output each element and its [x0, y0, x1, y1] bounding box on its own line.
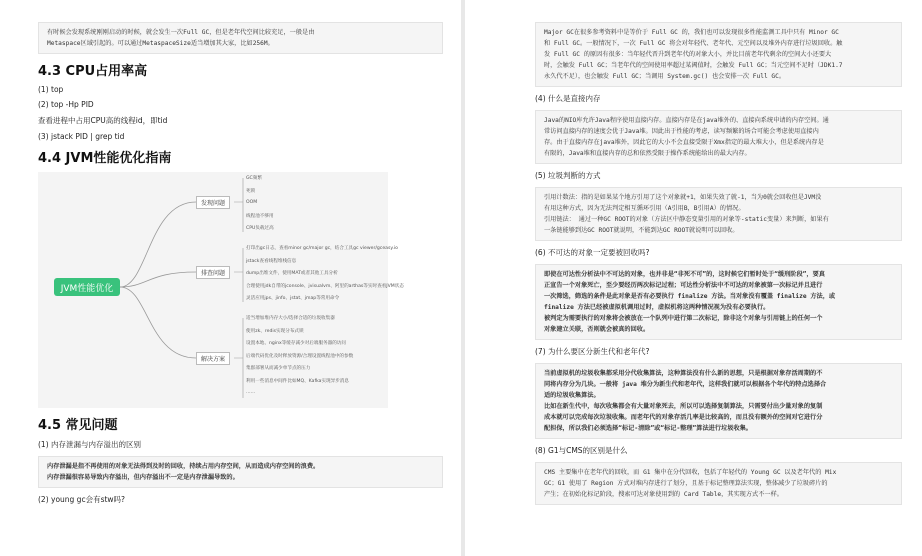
text-line: 正宣告一个对象死亡，至少要经历两次标记过程；可达性分析法中不可达的对象被第一次标记并且进行 [544, 282, 823, 289]
mindmap-leaf: 设置本地、nginx等缓存减少对后端服务器的访问 [246, 341, 347, 346]
q4-heading: (4) 什么是直接内存 [535, 94, 601, 103]
q4-answer [535, 110, 902, 164]
sec45-q2: (2) young gc会有stw吗? [38, 495, 126, 504]
text-line: 同将内存分为几块。一般将 java 堆分为新生代和老年代，这样我们就可以根据各个年代的特点选择合 [544, 381, 827, 388]
text-line: CMS 主要集中在老年代的回收，而 G1 集中在分代回收，包括了年轻代的 Young GC 以及老年代的 Mix [544, 469, 837, 476]
q8-heading: (8) G1与CMS的区别是什么 [535, 446, 628, 455]
mindmap-leaf: jstack查看线程堆栈信息 [246, 258, 297, 264]
mindmap-leaf: 集群部署从而减少单节点的压力 [246, 366, 311, 371]
fullgc-code-block [535, 22, 902, 87]
branch-discover: 发现问题 [196, 196, 230, 209]
text-line: 比如在新生代中，每次收集都会有大量对象死去，所以可以选择复制算法，只需要付出少量对象的复制 [544, 403, 823, 410]
mindmap-leaf: dump出堆文件，使用MAT或者其他工具分析 [246, 271, 338, 276]
mindmap-leaf: 使用zk、redis实现分布式锁 [246, 328, 304, 334]
text-line: 有用这种方式，因为无法判定相互循环引用（A引用B，B引用A）的情况。 [544, 205, 745, 212]
text-line: 被判定为需要执行的对象将会被放在一个队列中进行第二次标记，除非这个对象与引用链上的任何一个 [544, 315, 823, 322]
text-line: 成本就可以完成每次垃圾收集。而老年代的对象存活几率是比较高的，而且没有额外的空间对它进行分 [544, 414, 823, 421]
text-line: 存。由于直接内存在java堆外，因此它的大小不会直接受限于Xmx指定的最大堆大小，但是系统内存是 [544, 139, 824, 146]
mindmap-leaf: 利用一些消息中间件比如MQ、Kafka实现异步消息 [246, 378, 350, 384]
mindmap-leaf: GC频繁 [246, 176, 262, 181]
right-page [465, 0, 922, 556]
text-line: 永久代不足），也会触发 Full GC；当调用 System.gc() 也会安排一次 Full GC。 [544, 73, 786, 80]
sec45-a1-block [38, 456, 443, 488]
mindmap-leaf: 后端代码优化及时释放资源/合理设置线程池中的参数 [246, 353, 354, 359]
mindmap-leaf: 打印出gc日志，查看minor gc/major gc，结合工具gc viewer/gceasy.io [246, 246, 398, 251]
text-line: 内存泄漏很容易导致内存溢出，但内存溢出不一定是内存泄漏导致的。 [47, 474, 239, 481]
text-line: 一条链能够到达GC ROOT就说明，不能到达GC ROOT就说明可以回收。 [544, 227, 739, 234]
sec43-item-2: (2) top -Hp PID [38, 100, 94, 109]
text-line: 和 Full GC。一般情况下，一次 Full GC 将会对年轻代、老年代、元空间以及堆外内存进行垃圾回收。触 [544, 40, 843, 47]
text-line: Major GC在很多参考资料中是等价于 Full GC 的，我们也可以发现很多性能监测工具中只有 Minor GC [544, 29, 839, 36]
branch-solution: 解决方案 [196, 352, 230, 365]
text-line: 有限的，Java堆和直接内存的总和依然受限于操作系统能给出的最大内存。 [544, 150, 751, 157]
jvm-mindmap [38, 172, 404, 408]
text-line: 引用链法： 通过一种GC ROOT的对象（方法区中静态变量引用的对象等-static变量）来判断，如果有 [544, 216, 829, 223]
mindmap-root: JVM性能优化 [54, 278, 120, 296]
text-line: 当前虚拟机的垃圾收集都采用分代收集算法，这种算法没有什么新的思想，只是根据对象存活周期的不 [544, 370, 823, 377]
q6-heading: (6) 不可达的对象一定要被回收吗? [535, 248, 650, 257]
mindmap-leaf: CPU负载过高 [246, 226, 274, 231]
mindmap-leaf: 适当增加堆内存大小/选择合适的垃圾收集器 [246, 316, 335, 321]
text-line: 产生；在初始化标记阶段，搜索可达对象使用到的 Card Table，其实现方式不一样。 [544, 491, 783, 498]
q7-heading: (7) 为什么要区分新生代和老年代? [535, 347, 650, 356]
text-line: 有时候会发现系统刚刚启动的时候，就会发生一次Full GC，但是老年代空间比较充足，一般是由 [47, 29, 315, 36]
mindmap-leaf: 线程池不够用 [246, 213, 274, 219]
text-line: Java的NIO库允许Java程序使用直接内存。直接内存是在java堆外的、直接向系统申请的内存空间。通 [544, 117, 829, 124]
text-line: 内存泄漏是指不再使用的对象无法得到及时的回收，持续占用内存空间，从而造成内存空间的浪费。 [47, 463, 320, 470]
sec43-item-1: (1) top [38, 85, 64, 94]
mindmap-leaf: OOM [246, 200, 258, 205]
text-line: 对象建立关联，否则就会被真的回收。 [544, 326, 650, 333]
text-line: 常访问直接内存的速度会优于Java堆。因此出于性能的考虑，读写频繁的场合可能会考虑使用直接内 [544, 128, 819, 135]
text-line: finalize 方法已经被虚拟机调用过时，虚拟机将这两种情况视为没有必要执行。 [544, 304, 770, 311]
mindmap-leaf: 死锁 [246, 188, 256, 194]
text-line: 引用计数法：指的是如果某个地方引用了这个对象就+1，如果失效了就-1，当为0就会回收但是JVM没 [544, 194, 822, 201]
sec43-note: 查看进程中占用CPU高的线程id，即tid [38, 116, 168, 125]
q5-heading: (5) 垃圾判断的方式 [535, 171, 601, 180]
intro-code-block [38, 22, 443, 54]
mindmap-leaf: …… [246, 390, 256, 395]
text-line: 一次筛选，筛选的条件是此对象是否有必要执行 finalize 方法。当对象没有覆盖 finalize 方法，或 [544, 293, 836, 300]
mindmap-leaf: 灵活应用jps、jinfo、jstat、jmap等常用命令 [246, 296, 340, 301]
sec43-item-3: (3) jstack PID | grep tid [38, 132, 125, 141]
q5-answer [535, 187, 902, 241]
section-4-5-title: 4.5 常见问题 [38, 418, 118, 433]
sec45-q1: (1) 内存泄漏与内存溢出的区别 [38, 440, 142, 449]
section-4-4-title: 4.4 JVM性能优化指南 [38, 151, 172, 166]
q6-answer [535, 264, 902, 340]
branch-investigate: 排查问题 [196, 266, 230, 279]
text-line: GC；G1 使用了 Region 方式对堆内存进行了划分，且基于标记整理算法实现，整体减少了垃圾碎片的 [544, 480, 828, 487]
text-line: 时，会触发 Full GC；当老年代的空间使用率超过某阈值时，会触发 Full GC；当元空间不足时（JDK1.7 [544, 62, 843, 69]
text-line: Metaspace区域引起的。可以通过MetaspaceSize适当增加其大家，比如256M。 [47, 40, 274, 47]
q7-answer [535, 363, 902, 439]
mindmap-leaf: 合理使用jdk自带的jconsole、jvisualvm、阿里的arthas等实时查看JVM状态 [246, 283, 404, 289]
text-line: 即使在可达性分析法中不可达的对象，也并非是“非死不可”的，这时候它们暂时处于“缓刑阶段”，要真 [544, 271, 825, 278]
q8-answer [535, 462, 902, 505]
text-line: 适的垃圾收集算法。 [544, 392, 600, 399]
section-4-3-title: 4.3 CPU占用率高 [38, 64, 148, 79]
text-line: 配担保，所以我们必须选择“标记-清除”或“标记-整理”算法进行垃圾收集。 [544, 425, 752, 432]
text-line: 发 Full GC 的原因有很多：当年轻代晋升到老年代的对象大小，并比目前老年代剩余的空间大小还要大 [544, 51, 832, 58]
